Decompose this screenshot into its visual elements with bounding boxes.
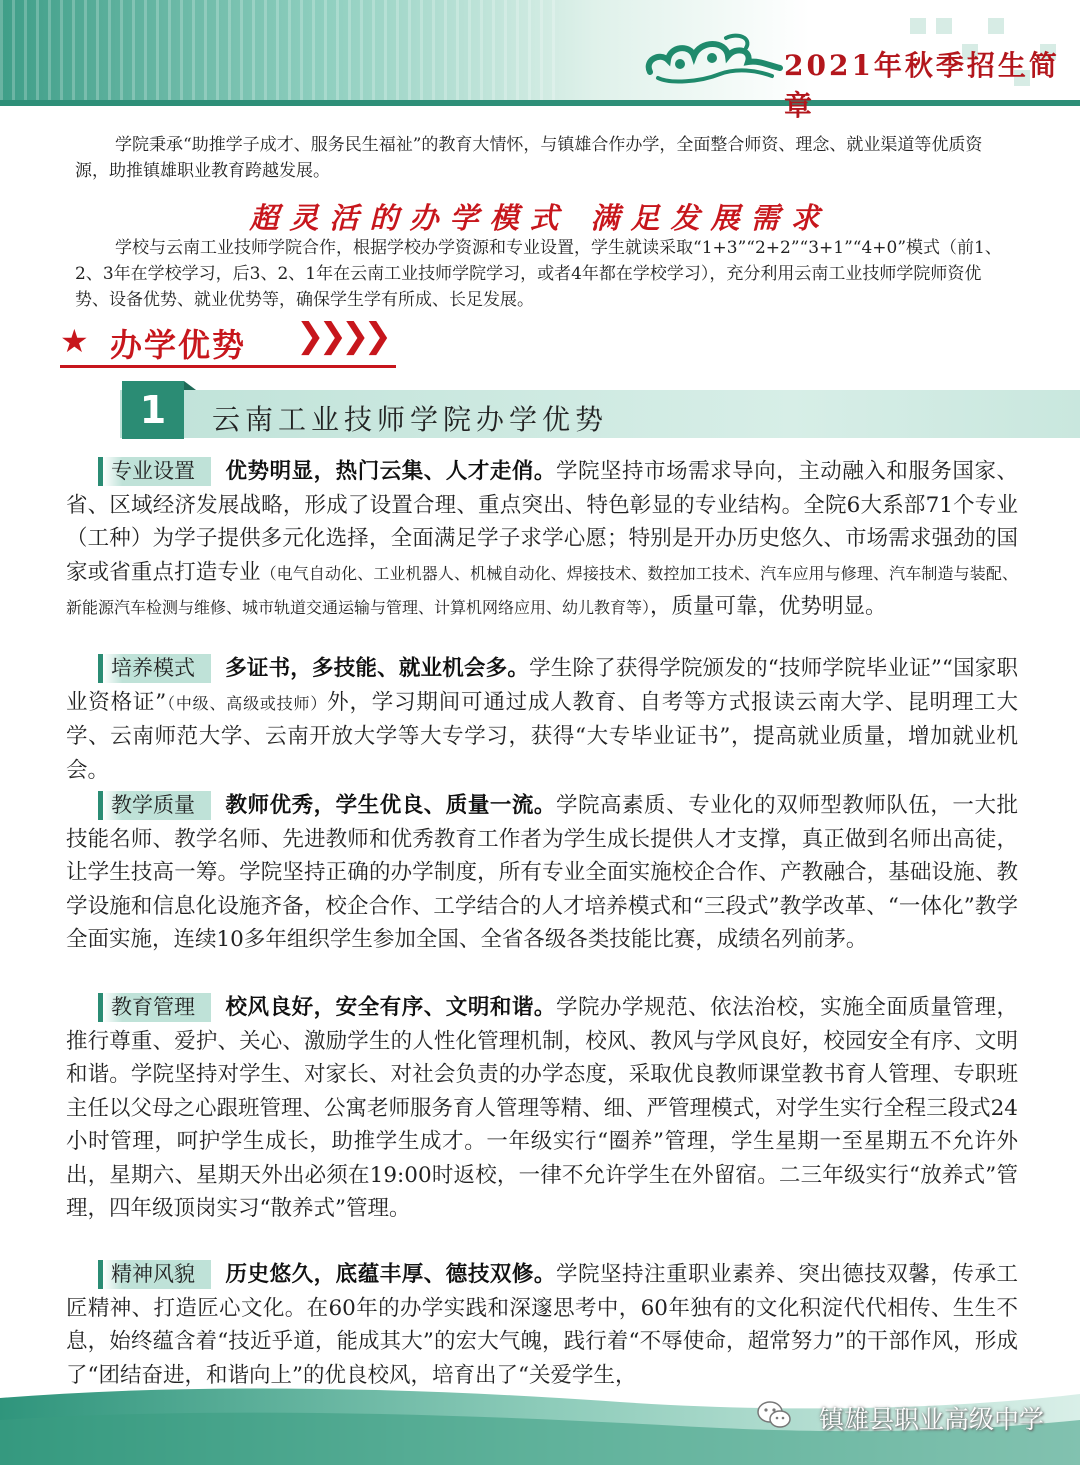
intro-text: 学院秉承“助推学子成才、服务民生福祉”的教育大情怀，与镇雄合作办学，全面整合师资、理念、就业渠道等优质资源，助推镇雄职业教育跨越发展。 xyxy=(75,135,983,181)
paragraph-body: 学生除了获得学院颁发的“技师学院毕业证”“国家职业资格证” xyxy=(66,656,1018,715)
header-stripes xyxy=(0,0,560,106)
paragraph-tail: ，质量可靠，优势明显。 xyxy=(650,594,887,619)
tag-label: 专业设置 xyxy=(98,457,211,486)
paragraph-body: 学院坚持注重职业素养、突出德技双馨，传承工匠精神、打造匠心文化。在60年的办学实践和深邃思考中，60年独有的文化积淀代代相传、生生不息，始终蕴含着“技近乎道，能成其大”的宏大气魄，践行着“不辱使命，超常努力”的干部作风，形成了“团结奋进，和谐向上”的优良校风，培育出了“关爱学生， xyxy=(66,1262,1018,1388)
brochure-title: 2021年秋季招生简章 xyxy=(784,49,1060,122)
paragraph-lead: 历史悠久，底蕴丰厚、德技双修。 xyxy=(225,1262,556,1287)
advantage-heading: 办学优势 xyxy=(110,326,247,364)
paragraph-tail: 外，学习期间可通过成人教育、自考等方式报读云南大学、昆明理工大学、云南师范大学、云南开放大学等大专学习，获得“大专毕业证书”，提高就业质量，增加就业机会。 xyxy=(66,689,1018,783)
auspicious-cloud-icon xyxy=(640,30,785,90)
tag-label: 培养模式 xyxy=(98,654,211,683)
wechat-icon xyxy=(756,1400,792,1430)
paragraph-note: （电气自动化、工业机器人、机械自动化、焊接技术、数控加工技术、汽车应用与修理、汽车制造与装配、新能源汽车检测与维修、城市轨道交通运输与管理、计算机网络应用、幼儿教育等） xyxy=(66,563,1018,617)
section-number: 1 xyxy=(122,381,184,439)
paragraph-training-mode xyxy=(66,652,1018,787)
mode-paragraph xyxy=(75,235,1015,313)
paragraph-body: 学院高素质、专业化的双师型教师队伍，一大批技能名师、教学名师、先进教师和优秀教育工作者为学生成长提供人才支撑，真正做到名师出高徒，让学生技高一筹。学院坚持正确的办学制度，所有专业全面实施校企合作、产教融合，基础设施、教学设施和信息化设施齐备，校企合作、工学结合的人才培养模式和“三段式”教学改革、“一体化”教学全面实施，连续10多年组织学生参加全国、全省各级各类技能比赛，成绩名列前茅。 xyxy=(66,793,1018,952)
paragraph-teaching-quality xyxy=(66,789,1018,957)
paragraph-body: 学院办学规范、依法治校，实施全面质量管理，推行尊重、爱护、关心、激励学生的人性化管理机制，校风、教风与学风良好，校园安全有序、文明和谐。学院坚持对学生、对家长、对社会负责的办学态度，采取优良教师课堂教书育人管理、专职班主任以父母之心跟班管理、公寓老师服务育人管理等精、细、严管理模式，对学生实行全程三段式24小时管理，呵护学生成长，助推学生成才。一年级实行“圈养”管理，学生星期一至星期五不允许外出，星期六、星期天外出必须在19:00时返校，一律不允许学生在外留宿。二三年级实行“放养式”管理，四年级顶岗实习“散养式”管理。 xyxy=(66,995,1018,1221)
advantage-underline xyxy=(60,365,396,368)
section-title: 云南工业技师学院办学优势 xyxy=(212,403,609,436)
paragraph-spirit xyxy=(66,1258,1018,1392)
paragraph-lead: 多证书，多技能、就业机会多。 xyxy=(225,656,530,681)
account-watermark: 镇雄县职业高级中学 xyxy=(818,1405,1044,1434)
star-icon: ★ xyxy=(60,322,89,360)
intro-paragraph xyxy=(75,132,1015,184)
section-number-fold xyxy=(184,381,196,390)
paragraph-lead: 校风良好，安全有序、文明和谐。 xyxy=(225,995,556,1020)
paragraph-major-setup xyxy=(66,455,1018,625)
chevrons-icon: ❯❯❯❯ xyxy=(296,316,386,356)
tag-label: 精神风貌 xyxy=(98,1260,211,1289)
tag-label: 教学质量 xyxy=(98,791,211,820)
mode-text: 学校与云南工业技师学院合作，根据学校办学资源和专业设置，学生就读采取“1+3”“2+2”“3+1”“4+0”模式（前1、2、3年在学校学习，后3、2、1年在云南工业技师学院学习，或者4年都在学校学习），充分利用云南工业技师学院师资优势、设备优势、就业优势等，确保学生学有所成、长足发展。 xyxy=(75,238,1002,310)
tag-label: 教育管理 xyxy=(98,993,211,1022)
paragraph-lead: 教师优秀，学生优良、质量一流。 xyxy=(225,793,556,818)
mode-subtitle: 超灵活的办学模式 满足发展需求 xyxy=(249,201,831,235)
paragraph-note: （中级、高级或技师） xyxy=(166,693,328,713)
paragraph-education-management xyxy=(66,991,1018,1226)
paragraph-body: 学院坚持市场需求导向，主动融入和服务国家、省、区域经济发展战略，形成了设置合理、重点突出、特色彰显的专业结构。全院6大系部71个专业（工种）为学子提供多元化选择，全面满足学子求学心愿；特别是开办历史悠久、市场需求强劲的国家或省重点打造专业 xyxy=(66,459,1018,585)
paragraph-lead: 优势明显，热门云集、人才走俏。 xyxy=(225,459,556,484)
